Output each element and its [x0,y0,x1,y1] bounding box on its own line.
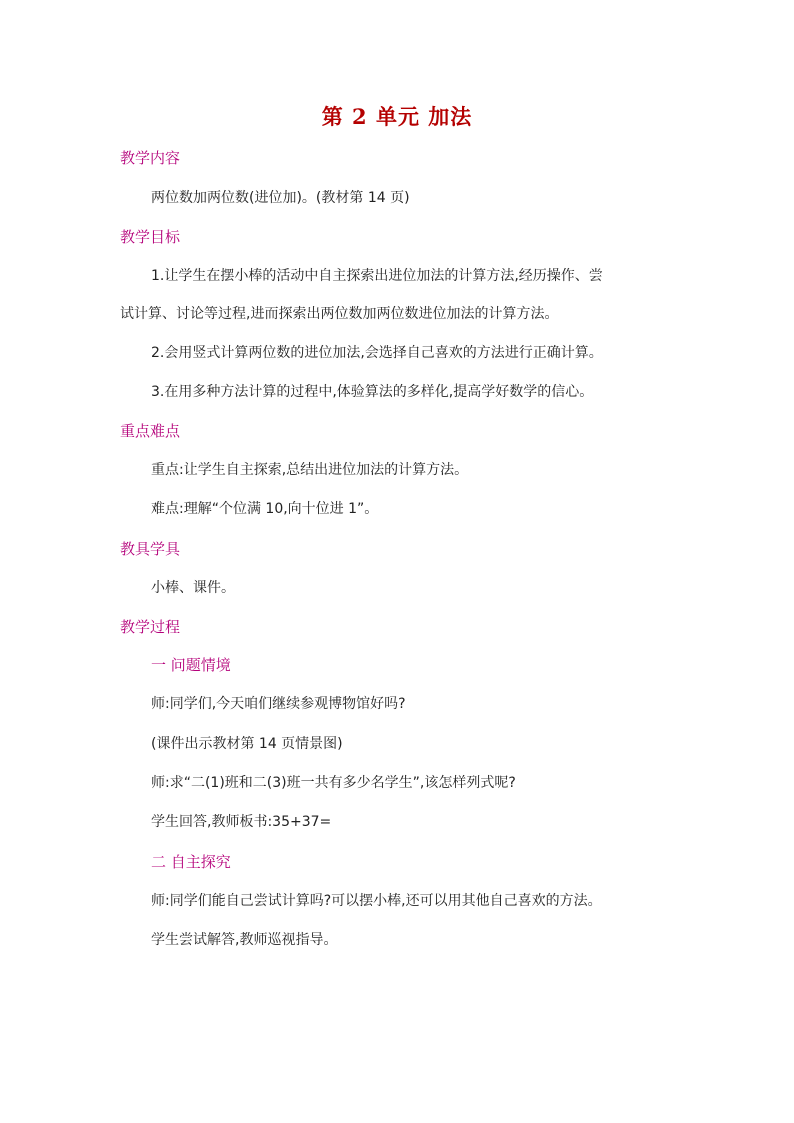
page-title: 第 2 单元 加法 [321,104,473,129]
process-part-2-line-2: 学生尝试解答,教师巡视指导。 [151,932,338,948]
process-part-1-line-4: 学生回答,教师板书:35+37= [151,814,332,830]
goal-item-1-line-1: 1.让学生在摆小棒的活动中自主探索出进位加法的计算方法,经历操作、尝 [151,268,603,284]
heading-key-points: 重点难点 [120,422,181,440]
key-point-text: 重点:让学生自主探索,总结出进位加法的计算方法。 [151,462,469,478]
difficulty-text: 难点:理解“个位满 10,向十位进 1”。 [151,501,379,517]
teaching-content-text: 两位数加两位数(进位加)。(教材第 14 页) [151,190,410,206]
process-part-1-line-1: 师:同学们,今天咱们继续参观博物馆好吗? [151,696,406,712]
goal-item-2: 2.会用竖式计算两位数的进位加法,会选择自己喜欢的方法进行正确计算。 [151,345,603,361]
process-part-2-line-1: 师:同学们能自己尝试计算吗?可以摆小棒,还可以用其他自己喜欢的方法。 [151,893,602,909]
process-part-1-heading: 一 问题情境 [151,656,231,674]
goal-item-1-line-2: 试计算、讨论等过程,进而探索出两位数加两位数进位加法的计算方法。 [120,306,559,322]
heading-teaching-content: 教学内容 [120,149,181,167]
process-part-1-line-2: (课件出示教材第 14 页情景图) [151,736,343,752]
heading-teaching-goals: 教学目标 [120,228,181,246]
heading-teaching-tools: 教具学具 [120,540,181,558]
teaching-tools-text: 小棒、课件。 [151,580,235,596]
process-part-1-line-3: 师:求“二(1)班和二(3)班一共有多少名学生”,该怎样列式呢? [151,775,516,791]
heading-teaching-process: 教学过程 [120,618,181,636]
process-part-2-heading: 二 自主探究 [151,853,231,871]
goal-item-3: 3.在用多种方法计算的过程中,体验算法的多样化,提高学好数学的信心。 [151,384,594,400]
